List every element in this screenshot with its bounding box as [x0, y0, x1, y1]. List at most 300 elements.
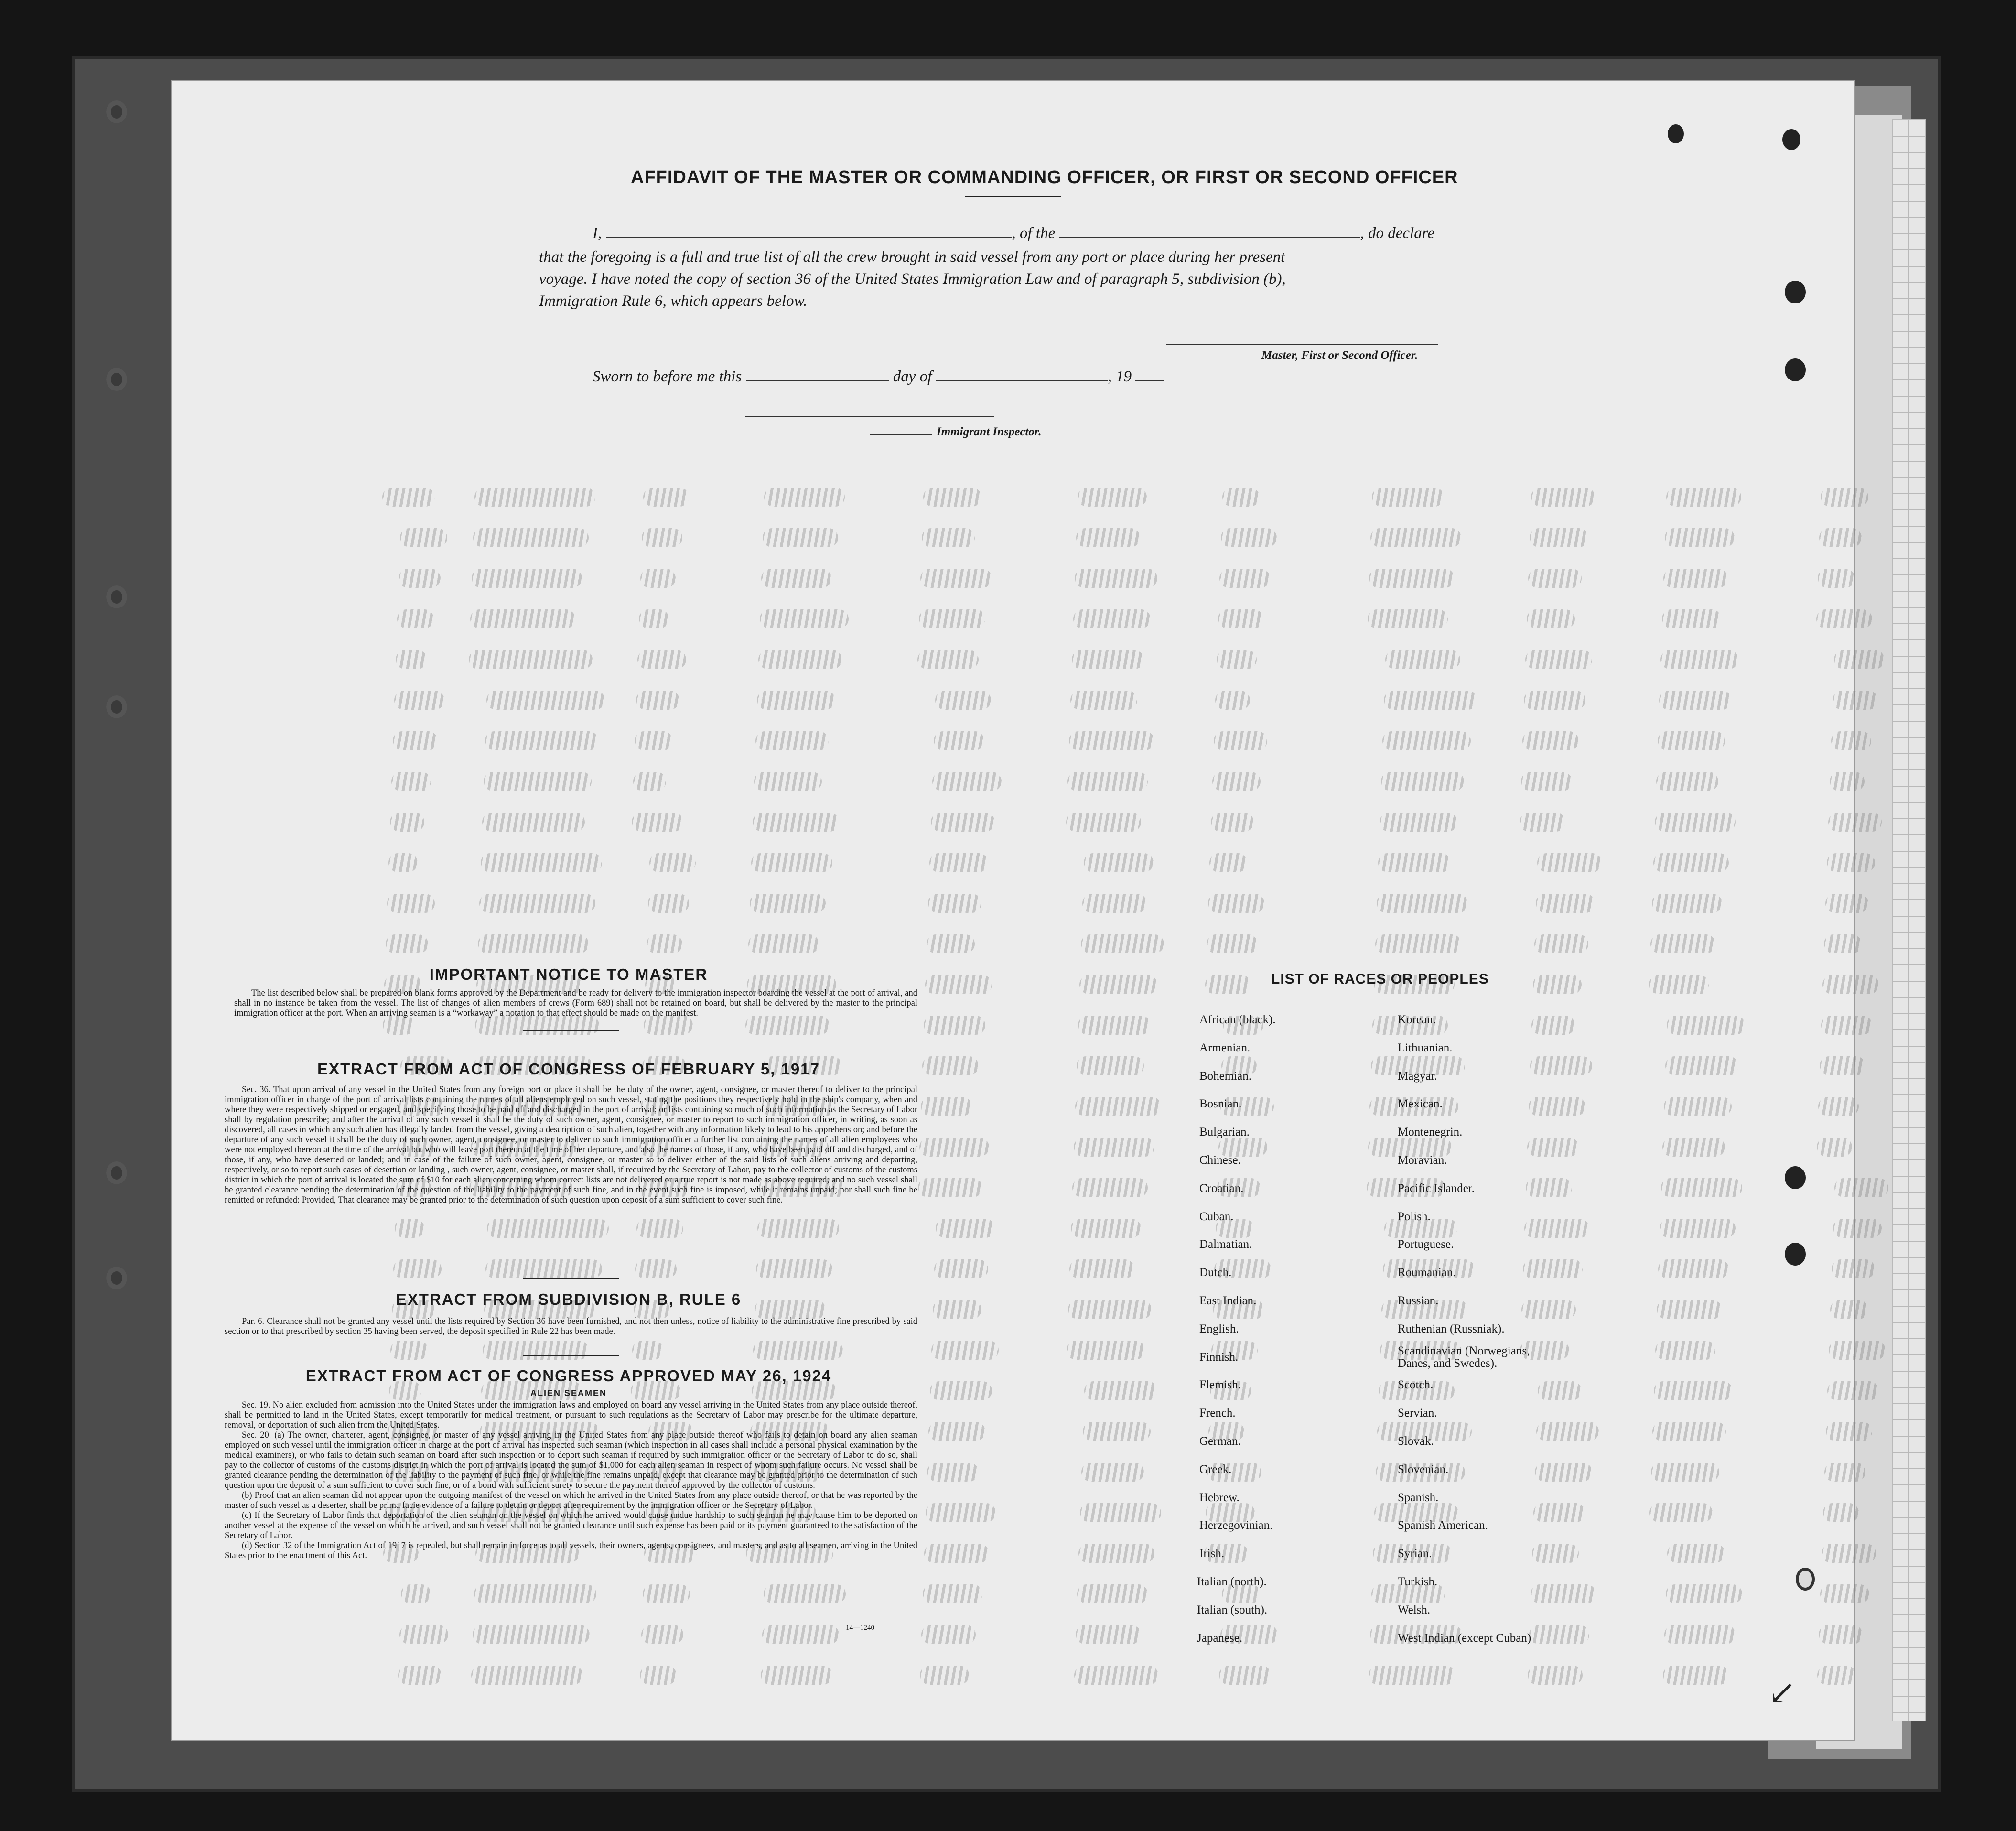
ghost-stroke: [1212, 772, 1261, 791]
ghost-stroke: [1817, 1138, 1852, 1157]
ghost-stroke: [1080, 1503, 1161, 1522]
ghost-stroke: [761, 569, 831, 588]
title-rule: [965, 196, 1061, 197]
sworn-year-blank: [1135, 380, 1164, 381]
ghost-stroke: [1656, 772, 1718, 791]
ghost-stroke: [931, 1341, 999, 1360]
ghost-stroke: [1078, 1544, 1154, 1563]
ghost-stroke: [745, 1016, 830, 1035]
ghost-stroke: [1081, 1463, 1144, 1482]
punch-hole: [1785, 1243, 1806, 1266]
ghost-stroke: [923, 488, 981, 507]
ghost-row: [382, 894, 1959, 913]
ghost-stroke: [1667, 1016, 1745, 1035]
ghost-stroke: [1655, 813, 1736, 832]
ghost-stroke: [1818, 1097, 1859, 1116]
ghost-stroke: [1069, 731, 1154, 750]
ghost-stroke: [1531, 488, 1595, 507]
section-rule: [523, 1355, 619, 1356]
sworn-month-blank: [936, 380, 1108, 381]
ghost-stroke: [1525, 650, 1592, 669]
alien-seamen-subtitle: ALIEN SEAMEN: [530, 1388, 607, 1398]
ghost-stroke: [648, 894, 689, 913]
ghost-stroke: [1661, 1178, 1742, 1197]
ghost-stroke: [1531, 1584, 1596, 1603]
sworn-day-of: day of: [893, 368, 932, 385]
extract-1924-text: [225, 1400, 917, 1561]
ghost-stroke: [758, 650, 842, 669]
ghost-stroke: [1528, 569, 1582, 588]
ghost-stroke: [401, 1584, 431, 1603]
ghost-stroke: [640, 569, 676, 588]
ghost-stroke: [1075, 1097, 1161, 1116]
ghost-stroke: [635, 1259, 677, 1278]
ghost-row: [382, 1016, 1959, 1035]
ghost-stroke: [1528, 1666, 1583, 1685]
ghost-stroke: [482, 813, 585, 832]
ghost-stroke: [1219, 569, 1270, 588]
ghost-stroke: [932, 772, 1002, 791]
ghost-stroke: [1067, 772, 1148, 791]
race-item: Polish.: [1398, 1210, 1431, 1223]
ghost-stroke: [929, 853, 988, 872]
ghost-stroke: [760, 609, 849, 628]
ghost-stroke: [1208, 894, 1264, 913]
ghost-stroke: [934, 1259, 988, 1278]
ghost-stroke: [1660, 650, 1738, 669]
ghost-stroke: [640, 1666, 677, 1685]
ghost-stroke: [483, 1341, 589, 1360]
ghost-stroke: [1654, 1381, 1733, 1400]
notice-title: IMPORTANT NOTICE TO MASTER: [429, 965, 708, 983]
ghost-stroke: [1068, 1300, 1152, 1319]
ghost-stroke: [1662, 1138, 1725, 1157]
ghost-stroke: [486, 691, 605, 710]
ghost-row: [382, 1625, 1959, 1644]
ghost-stroke: [1380, 813, 1457, 832]
ghost-stroke: [393, 731, 438, 750]
ghost-stroke: [1663, 569, 1728, 588]
race-item: East Indian.: [1199, 1294, 1257, 1307]
vessel-blank: [1059, 237, 1360, 238]
ghost-stroke: [764, 488, 845, 507]
ghost-stroke: [473, 1625, 590, 1644]
ghost-stroke: [1081, 934, 1164, 953]
ghost-stroke: [1070, 691, 1137, 710]
ghost-stroke: [1522, 731, 1579, 750]
ghost-stroke: [928, 894, 981, 913]
ghost-stroke: [644, 1016, 693, 1035]
ghost-stroke: [763, 528, 838, 547]
ghost-row: [382, 853, 1959, 872]
ghost-stroke: [1520, 813, 1565, 832]
ghost-stroke: [1538, 1381, 1582, 1400]
ghost-stroke: [922, 1056, 979, 1075]
ghost-row: [382, 772, 1959, 791]
ghost-stroke: [1662, 609, 1721, 628]
ghost-stroke: [1207, 934, 1258, 953]
ghost-stroke: [928, 1422, 985, 1441]
ghost-stroke: [919, 1138, 989, 1157]
ghost-stroke: [1527, 1138, 1579, 1157]
ghost-stroke: [1666, 1584, 1742, 1603]
ghost-stroke: [1532, 1544, 1579, 1563]
ghost-stroke: [1664, 1097, 1732, 1116]
ghost-stroke: [920, 1666, 969, 1685]
binder-hole: [106, 585, 127, 608]
race-item: Bulgarian.: [1199, 1126, 1250, 1139]
ghost-stroke: [1205, 975, 1251, 994]
ghost-stroke: [1217, 650, 1257, 669]
ghost-stroke: [1222, 488, 1260, 507]
ghost-stroke: [1083, 1422, 1151, 1441]
race-item: Portuguese.: [1398, 1238, 1454, 1251]
ghost-stroke: [1077, 1584, 1148, 1603]
sworn-line: [593, 368, 1164, 386]
ghost-stroke: [1372, 488, 1444, 507]
ghost-stroke: [390, 1341, 428, 1360]
ghost-stroke: [643, 488, 689, 507]
ghost-stroke: [1526, 1178, 1572, 1197]
ghost-stroke: [920, 569, 992, 588]
ghost-stroke: [1073, 609, 1151, 628]
section-rule: [523, 1030, 619, 1031]
extract-1924-sec20b: (b) Proof that an alien seaman did not appear upon the outgoing manifest of the vessel on which he arrived in the United States from any place outside thereof, or that he was reported by the master of such vessel as a deserter, shall be prima facie evidence of a failure to detain or deport after requirement by the immigration officer or the Secretary of Labor.: [225, 1491, 917, 1510]
extract-1917-text: [225, 1085, 917, 1205]
ghost-stroke: [1067, 1341, 1145, 1360]
ghost-stroke: [917, 650, 979, 669]
ghost-stroke: [641, 1625, 683, 1644]
ghost-stroke: [399, 1625, 448, 1644]
ghost-stroke: [479, 894, 595, 913]
ghost-stroke: [1531, 1016, 1575, 1035]
ghost-row: [382, 609, 1959, 628]
ghost-stroke: [921, 1625, 976, 1644]
race-item: Spanish.: [1398, 1491, 1439, 1504]
ghost-stroke: [469, 650, 593, 669]
ghost-stroke: [1211, 813, 1254, 832]
affidavit-title: AFFIDAVIT OF THE MASTER OR COMMANDING OFFICER, OR FIRST OR SECOND OFFICER: [631, 167, 1458, 187]
ghost-stroke: [1079, 975, 1157, 994]
ghost-stroke: [473, 528, 589, 547]
ghost-stroke: [1823, 1503, 1859, 1522]
sworn-day-blank: [746, 380, 889, 381]
ghost-stroke: [484, 772, 592, 791]
ghost-stroke: [924, 1016, 985, 1035]
race-item: Cuban.: [1199, 1210, 1234, 1223]
ghost-stroke: [1529, 1625, 1589, 1644]
extract-1924-title: EXTRACT FROM ACT OF CONGRESS APPROVED MAY 26, 1924: [305, 1367, 832, 1385]
ghost-stroke: [1072, 1178, 1148, 1197]
ghost-stroke: [474, 488, 595, 507]
ghost-stroke: [485, 1259, 602, 1278]
ghost-stroke: [387, 894, 435, 913]
race-item: Scandinavian (Norwegians, Danes, and Swedes).: [1398, 1344, 1530, 1370]
ghost-stroke: [927, 1463, 979, 1482]
ghost-stroke: [1523, 1259, 1583, 1278]
ghost-stroke: [481, 853, 602, 872]
ghost-stroke: [1658, 1259, 1729, 1278]
ghost-stroke: [649, 853, 696, 872]
ghost-stroke: [398, 1666, 442, 1685]
sworn-year: , 19: [1108, 368, 1132, 385]
ghost-stroke: [1084, 853, 1154, 872]
ghost-stroke: [1077, 1056, 1144, 1075]
race-item: Japanese.: [1197, 1631, 1243, 1645]
ghost-stroke: [753, 813, 839, 832]
race-item: Slovak.: [1398, 1435, 1434, 1448]
ghost-stroke: [1378, 853, 1451, 872]
ghost-stroke: [1655, 1341, 1715, 1360]
ghost-stroke: [930, 1381, 992, 1400]
race-item: Moravian.: [1398, 1154, 1447, 1167]
inspector-signature-line-short: [870, 434, 932, 435]
extract-1917-paragraph: Sec. 36. That upon arrival of any vessel in the United States from any foreign port or place it shall be the duty of the owner, agent, consignee, or master thereof to deliver to the principal immigration officer in charge of the port of arrival lists containing the names of all aliens employed on such vessel, stating the positions they respectively hold in the ship's company, when and where they were respectively shipped or engaged, and specifying those to be paid off and discharged in the port of arrival; or lists containing so much of such information as the Secretary of Labor shall by regulation prescribe; and after the arrival of any such vessel it shall be the duty of such owner, agent, consignee, or master to report to such immigration officer, in writing, as soon as discovered, all cases in which any such alien has illegally landed from the vessel, giving a description of such alien, together with any information likely to lead to his apprehension; and before the departure of any such vessel it shall be the duty of such owner, agent, consignee, or master to deliver to such immigration officer a further list containing the names of all alien employees who were not employed thereon at the time of the arrival but who will leave port thereon at the time of her departure, and also the names of those, if any, who have been paid off and discharged, and of those, if any, who have deserted or landed; and in case of the failure of such owner, agent, consignee, or master so to deliver either of the said lists of such aliens arriving and departing, respectively, or so to report such cases of desertion or landing , such owner, agent, consignee, or master shall, if required by the Secretary of Labor, pay to the collector of customs of the customs district in which the port of arrival is located the sum of $10 for each alien concerning whom correct lists are not delivered or a true report is not made as above required; and no such vessel shall be granted clearance pending the determination of the question of the liability to the payment of such fine, and in the event such fine is imposed, while it remains unpaid; nor shall such fine be remitted or refunded: Provided, That clearance may be granted prior to the determination of such question upon deposit of a sum sufficient to cover such fine.: [225, 1085, 917, 1205]
punch-hole: [1785, 1166, 1806, 1189]
ghost-stroke: [1537, 853, 1602, 872]
ghost-stroke: [1375, 934, 1461, 953]
ghost-stroke: [1536, 894, 1595, 913]
name-blank: [606, 237, 1012, 238]
ghost-stroke: [922, 528, 975, 547]
binder-hole: [106, 100, 127, 123]
ghost-stroke: [471, 1666, 583, 1685]
ghost-stroke: [643, 1584, 690, 1603]
race-item: Italian (north).: [1197, 1575, 1267, 1588]
ghost-stroke: [487, 1219, 609, 1238]
race-item: English.: [1199, 1322, 1239, 1335]
race-item: Turkish.: [1398, 1575, 1438, 1588]
ghost-stroke: [924, 1544, 989, 1563]
ghost-stroke: [1521, 772, 1572, 791]
form-number: 14—1240: [846, 1624, 874, 1632]
punch-hole: [1785, 358, 1806, 381]
ghost-stroke: [1221, 528, 1277, 547]
ghost-row: [382, 1666, 1959, 1685]
binder-hole: [106, 1161, 127, 1184]
ghost-stroke: [923, 1584, 982, 1603]
binder-hole: [106, 368, 127, 391]
affidavit-line-3: voyage. I have noted the copy of section 36 of the United States Immigration Law and of paragraph 5, subdivision (b),: [539, 271, 1286, 288]
punch-hole: [1785, 281, 1806, 303]
ghost-stroke: [393, 1259, 442, 1278]
ghost-row: [382, 691, 1959, 710]
ghost-stroke: [1381, 772, 1464, 791]
race-item: West Indian (except Cuban): [1398, 1631, 1531, 1645]
ghost-row: [382, 569, 1959, 588]
ghost-stroke: [474, 1584, 596, 1603]
ghost-stroke: [1666, 488, 1741, 507]
extract-1924-sec20c: (c) If the Secretary of Labor finds that deportation of the alien seaman on the vessel on which he arrived would cause undue hardship to such seaman he may cause him to be deported on another vessel at the expense of the vessel on which he arrived, and such vessel shall not be granted clearance until such expense has been paid or its payment guaranteed to the satisfaction of the Secretary of Labor.: [225, 1511, 917, 1540]
ghost-stroke: [918, 1178, 982, 1197]
punch-hole: [1782, 129, 1800, 150]
ghost-stroke: [926, 1503, 996, 1522]
handwritten-check-mark: ↙: [1768, 1673, 1796, 1712]
race-item: Welsh.: [1398, 1603, 1431, 1616]
ghost-stroke: [382, 488, 435, 507]
ghost-stroke: [1069, 1259, 1134, 1278]
ghost-stroke: [1657, 1300, 1722, 1319]
ghost-stroke: [642, 528, 682, 547]
ghost-stroke: [764, 1584, 846, 1603]
ghost-stroke: [1527, 609, 1575, 628]
ghost-stroke: [1652, 1422, 1726, 1441]
ghost-stroke: [1667, 1544, 1725, 1563]
ghost-stroke: [386, 934, 428, 953]
section-rule: [523, 1278, 619, 1279]
ghost-stroke: [1071, 1219, 1141, 1238]
ghost-stroke: [761, 1666, 832, 1685]
ghost-stroke: [1658, 731, 1725, 750]
ghost-stroke: [1649, 975, 1709, 994]
race-item: Magyar.: [1398, 1069, 1437, 1083]
ghost-stroke: [755, 731, 829, 750]
ghost-stroke: [762, 1625, 839, 1644]
race-item: Slovenian.: [1398, 1463, 1449, 1476]
affidavit-of-the: , of the: [1012, 225, 1056, 242]
race-item: Scotch.: [1398, 1378, 1434, 1392]
ghost-stroke: [1076, 528, 1140, 547]
ghost-stroke: [1818, 569, 1855, 588]
ghost-stroke: [636, 1219, 683, 1238]
inspector-signature-line: [745, 416, 994, 417]
ghost-stroke: [925, 975, 992, 994]
race-item: Flemish.: [1199, 1378, 1241, 1392]
ghost-stroke: [1533, 975, 1582, 994]
race-item: Croatian.: [1199, 1181, 1244, 1195]
binder-hole: [106, 1267, 127, 1289]
ghost-stroke: [756, 1259, 832, 1278]
ghost-stroke: [1535, 1463, 1592, 1482]
affidavit-line-2: that the foregoing is a full and true list of all the crew brought in said vessel from any port or place during her present: [539, 249, 1285, 266]
ghost-stroke: [1665, 1056, 1738, 1075]
race-item: Servian.: [1398, 1407, 1437, 1420]
ghost-stroke: [470, 609, 575, 628]
race-item: Bohemian.: [1199, 1069, 1252, 1083]
ghost-stroke: [1521, 1300, 1576, 1319]
ghost-stroke: [927, 934, 975, 953]
ghost-stroke: [1663, 1666, 1729, 1685]
race-item: Korean.: [1398, 1013, 1436, 1026]
ghost-stroke: [1072, 650, 1144, 669]
extract-rule6-title: EXTRACT FROM SUBDIVISION B, RULE 6: [396, 1290, 742, 1308]
ghost-stroke: [1369, 569, 1455, 588]
ghost-stroke: [1660, 1219, 1736, 1238]
race-item: Hebrew.: [1199, 1491, 1240, 1504]
ghost-stroke: [647, 934, 682, 953]
race-item: Dalmatian.: [1199, 1238, 1252, 1251]
ghost-stroke: [757, 1219, 839, 1238]
ghost-stroke: [1651, 1463, 1719, 1482]
race-item: French.: [1199, 1407, 1236, 1420]
ghost-stroke: [1524, 691, 1585, 710]
affidavit-page: [172, 81, 1854, 1740]
ghost-stroke: [1652, 894, 1722, 913]
ghost-stroke: [936, 1219, 995, 1238]
ghost-stroke: [1078, 1016, 1151, 1035]
ghost-stroke: [753, 1341, 843, 1360]
ghost-stroke: [388, 853, 418, 872]
ghost-stroke: [478, 934, 589, 953]
race-item: Bosnian.: [1199, 1097, 1242, 1111]
ghost-row: [382, 731, 1959, 750]
ghost-stroke: [397, 609, 434, 628]
ghost-row: [382, 1219, 1959, 1238]
ghost-stroke: [475, 1016, 599, 1035]
ghost-stroke: [396, 650, 427, 669]
binder-hole: [106, 695, 127, 718]
race-item: Armenian.: [1199, 1041, 1251, 1054]
ghost-stroke: [1074, 1666, 1158, 1685]
ghost-stroke: [1084, 1381, 1157, 1400]
ghost-stroke: [1209, 853, 1247, 872]
ghost-stroke: [1650, 934, 1715, 953]
ghost-row: [382, 488, 1959, 507]
punch-hole: [1796, 1568, 1815, 1591]
ghost-stroke: [1534, 934, 1588, 953]
ghost-stroke: [934, 731, 984, 750]
ghost-row: [382, 813, 1959, 832]
extract-rule6-paragraph: Par. 6. Clearance shall not be granted any vessel until the lists required by Section 36 have been furnished, and not then unless, notice of liability to the administrative fine prescribed by said section or to that prescribed by section 35 having been served, the deposit specified in Rule 22 has been made.: [225, 1317, 917, 1336]
ghost-stroke: [391, 772, 431, 791]
affidavit-line-1: [593, 225, 1434, 242]
ghost-stroke: [1530, 1056, 1592, 1075]
ghost-stroke: [1817, 1666, 1856, 1685]
ghost-stroke: [1219, 1666, 1271, 1685]
ghost-stroke: [1078, 488, 1147, 507]
race-item: Greek.: [1199, 1463, 1232, 1476]
ghost-stroke: [1385, 650, 1460, 669]
ghost-stroke: [754, 772, 822, 791]
race-item: Ruthenian (Russniak).: [1398, 1322, 1505, 1335]
ghost-stroke: [1659, 691, 1732, 710]
race-item: Irish.: [1199, 1547, 1225, 1560]
ghost-stroke: [1074, 1138, 1154, 1157]
ghost-stroke: [1536, 1422, 1599, 1441]
race-item: Mexican.: [1398, 1097, 1443, 1111]
ghost-stroke: [933, 1300, 981, 1319]
ghost-stroke: [935, 691, 991, 710]
ghost-stroke: [919, 609, 985, 628]
ghost-stroke: [1368, 609, 1448, 628]
extract-rule6-text: [225, 1317, 917, 1337]
ghost-row: [382, 1341, 1959, 1360]
ghost-stroke: [1530, 528, 1588, 547]
race-item: Italian (south).: [1197, 1603, 1268, 1616]
ghost-stroke: [395, 1219, 424, 1238]
ghost-stroke: [931, 813, 995, 832]
ghost-stroke: [390, 813, 424, 832]
ghost-stroke: [400, 528, 447, 547]
ghost-row: [382, 528, 1959, 547]
ghost-stroke: [485, 731, 598, 750]
ghost-stroke: [748, 934, 819, 953]
ghost-stroke: [1384, 691, 1477, 710]
ghost-stroke: [1075, 569, 1157, 588]
ghost-stroke: [636, 691, 679, 710]
notice-paragraph: The list described below shall be prepared on blank forms approved by the Department and be ready for delivery to the immigration inspector boarding the vessel at the port of arrival, and shall in no instance be taken from the vessel. The list of changes of alien members of crews (Form 689) shall not be retained on board, but shall be delivered by the master to the principal immigration officer at the port. When an arriving seaman is a “workaway” a notation to that effect should be made on the manifest.: [234, 988, 917, 1018]
race-item: Chinese.: [1199, 1154, 1241, 1167]
ghost-row: [382, 1584, 1959, 1603]
race-item: Lithuanian.: [1398, 1041, 1453, 1054]
extract-1924-sec20d: (d) Section 32 of the Immigration Act of 1917 is repealed, but shall remain in force as to all vessels, their owners, agents, consignees, and masters, and as to all seamen, arriving in the United States prior to the enactment of this Act.: [225, 1541, 917, 1560]
affidavit-line-4: Immigration Rule 6, which appears below.: [539, 293, 808, 310]
master-signature-line: [1166, 344, 1438, 345]
ghost-row: [382, 650, 1959, 669]
ghost-stroke: [633, 772, 666, 791]
extract-1924-sec20a: Sec. 20. (a) The owner, charterer, agent, consignee, or master of any vessel arriving in the United States from any place outside thereof who fails to detain on board any alien seaman employed on such vessel until the immigration officer in charge at the port of arrival has inspected such seaman (which inspection in all cases shall include a personal physical examination by the medical examiners), or who fails to detain such seaman on board after such inspection or to deport such seaman if required by such immigration officer or the Secretary of Labor to do so, shall pay to the collector of customs of the customs district in which the port of arrival is located the sum of $1,000 for each alien seaman in respect of whom such failure occurs. No vessel shall be granted clearance pending the determination of the liability to the payment of such fine, or while the fine remains unpaid, except that clearance may be granted prior to the determination of such question upon the deposit of a sum sufficient to cover such fine, or of a bond with sufficient surety to secure the payment thereof approved by the collector of customs.: [225, 1430, 917, 1490]
race-item: Finnish.: [1199, 1350, 1239, 1364]
